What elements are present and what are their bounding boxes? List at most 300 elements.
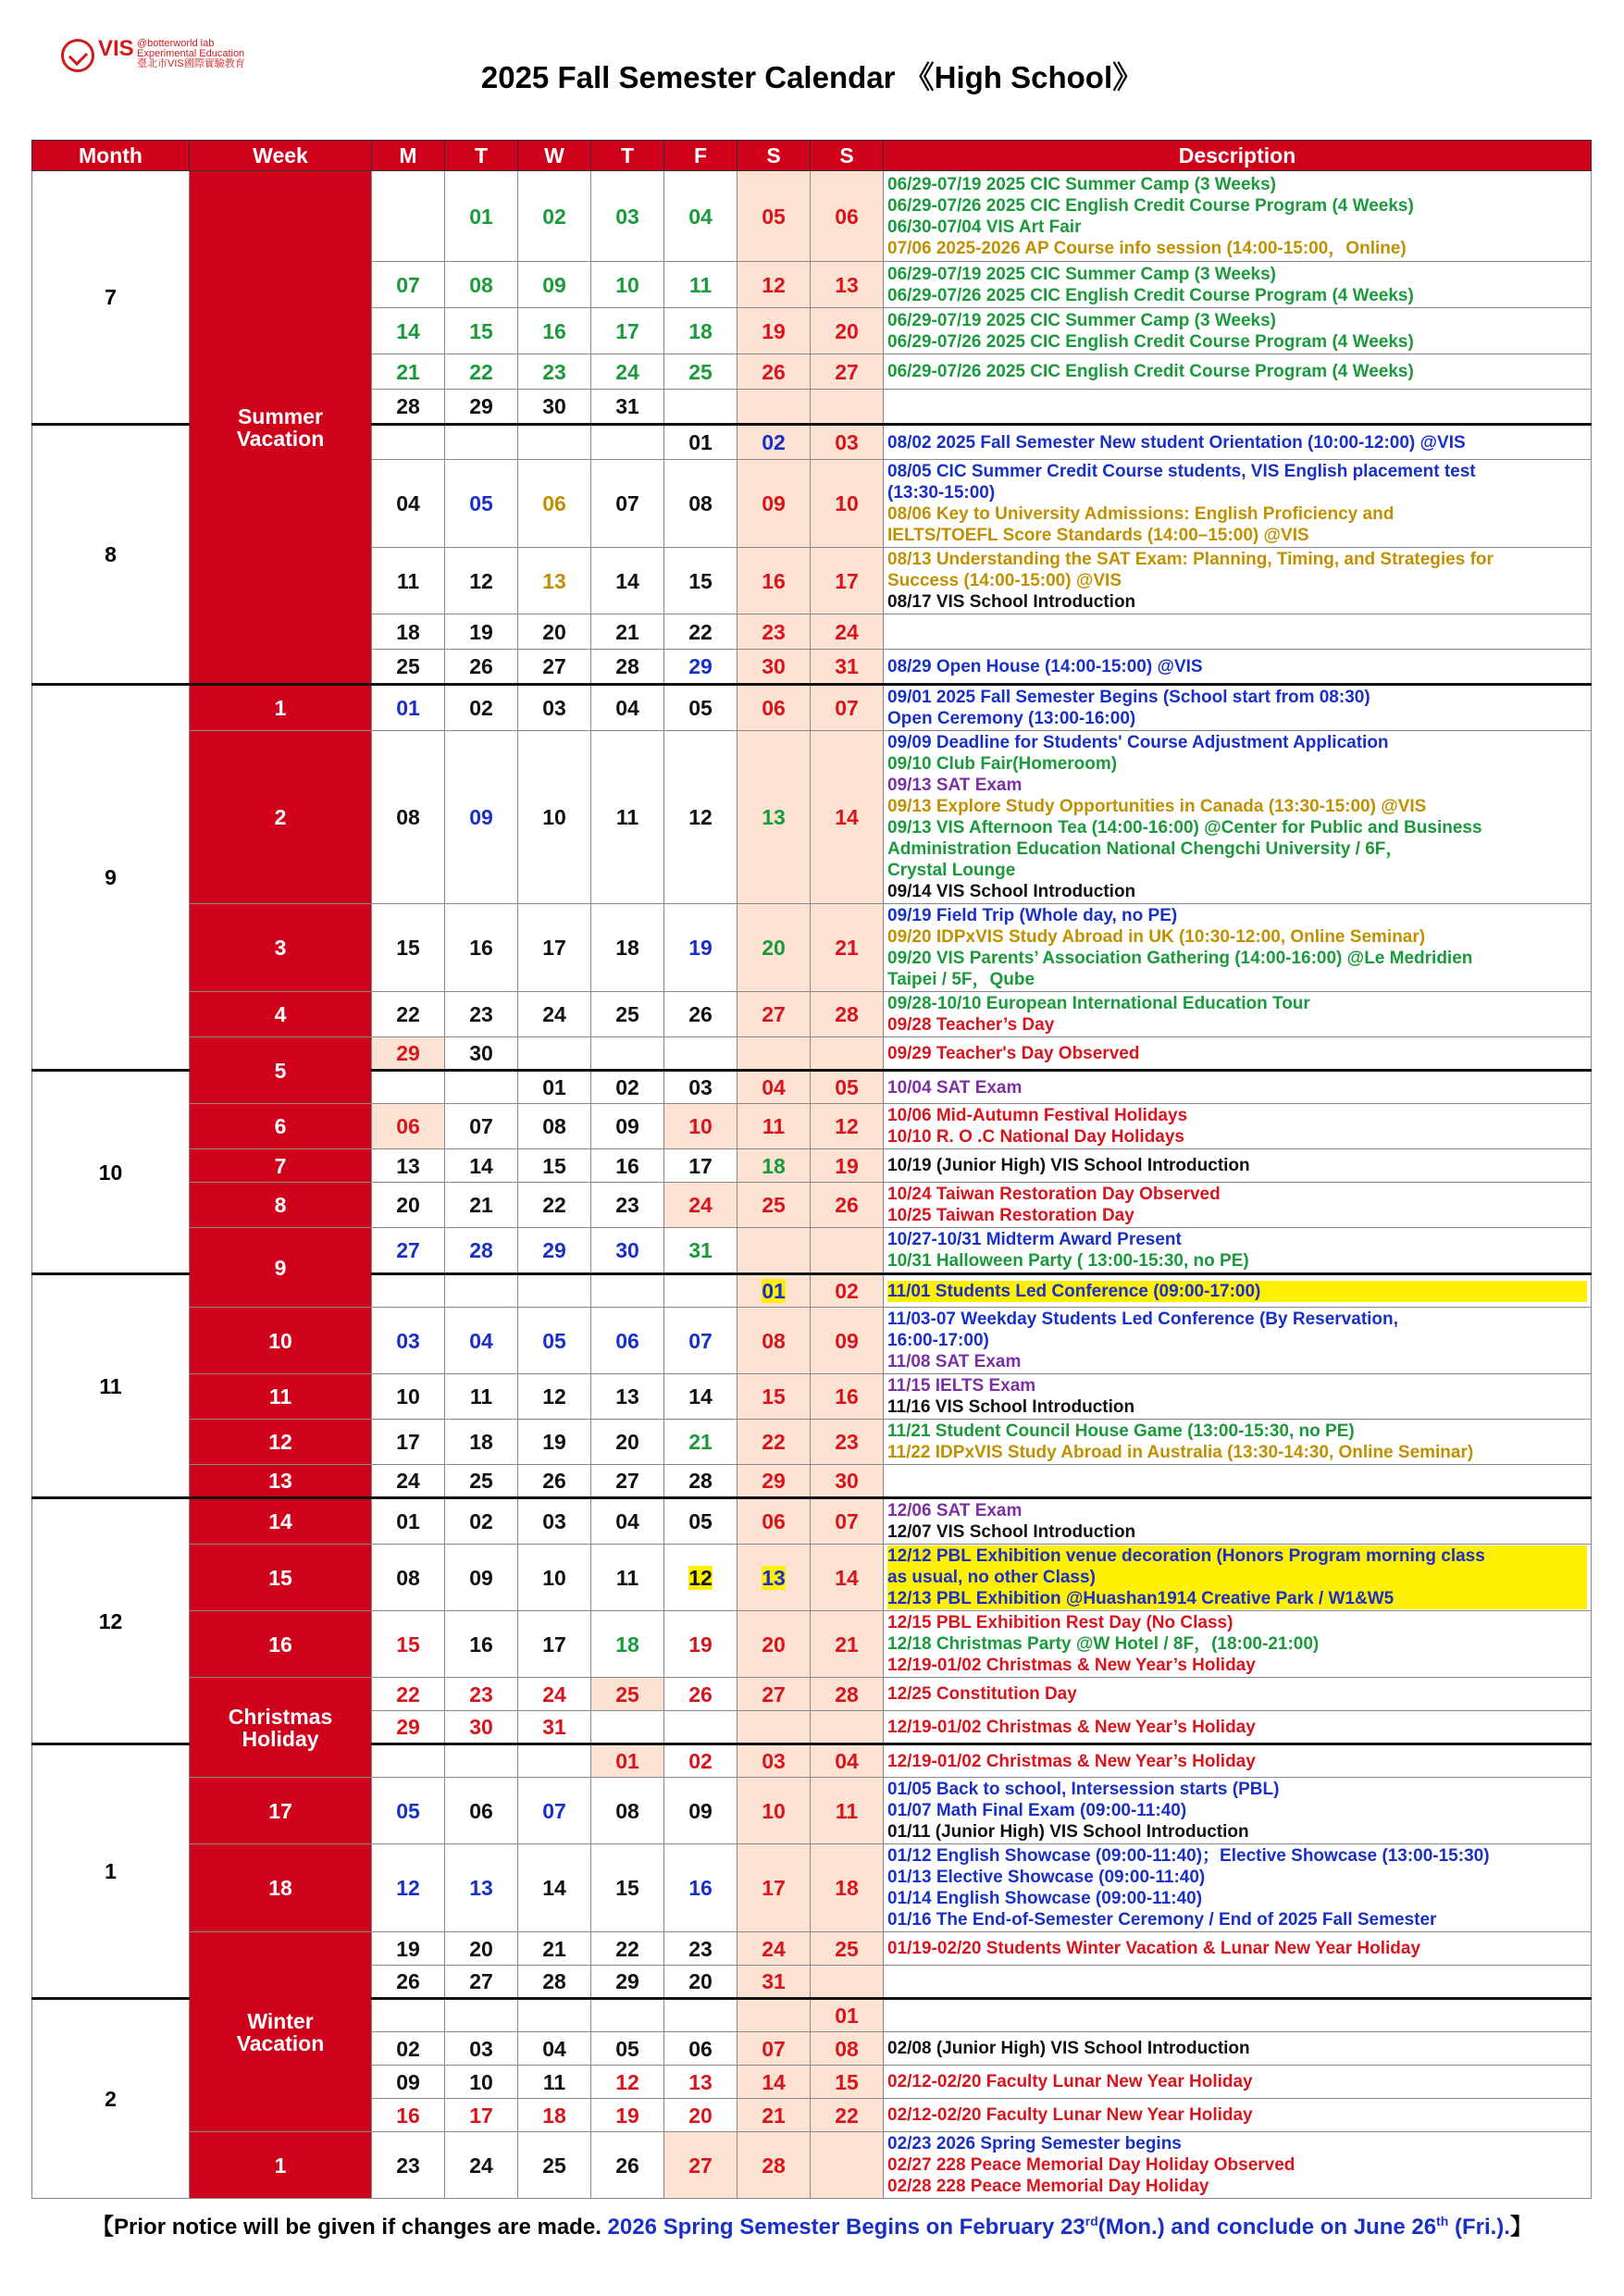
day-mon: 07	[372, 262, 445, 308]
description-cell	[884, 171, 1592, 262]
event-line: 12/15 PBL Exhibition Rest Day (No Class)	[887, 1613, 1233, 1632]
day-thu: 07	[591, 460, 664, 548]
description-cell	[884, 1611, 1592, 1678]
description-cell	[884, 1778, 1592, 1844]
day-sat: 14	[738, 2066, 811, 2099]
event-line: 11/21 Student Council House Game (13:00-15:30, no PE)	[887, 1421, 1355, 1441]
day-mon: 17	[372, 1420, 445, 1465]
calendar-row	[32, 992, 1592, 1037]
day-mon: 26	[372, 1966, 445, 1999]
calendar-row	[32, 1183, 1592, 1228]
description-cell	[884, 1678, 1592, 1711]
day-sun: 31	[811, 650, 884, 685]
event-line: Taipei / 5F，Qube	[887, 970, 1035, 989]
description-cell	[884, 1420, 1592, 1465]
day-sun: 10	[811, 460, 884, 548]
event-line: 06/30-07/04 VIS Art Fair	[887, 217, 1082, 237]
calendar-row	[32, 1498, 1592, 1545]
header-thu: T	[591, 141, 664, 171]
day-sat: 06	[738, 685, 811, 731]
week-number: 17	[190, 1778, 372, 1844]
day-fri: 04	[664, 171, 738, 262]
day-sun: 20	[811, 308, 884, 354]
day-fri: 26	[664, 992, 738, 1037]
day-thu: 02	[591, 1071, 664, 1104]
event-line: 16:00-17:00)	[887, 1331, 989, 1350]
day-sat: 05	[738, 171, 811, 262]
day-wed: 17	[518, 904, 591, 992]
day-fri: 29	[664, 650, 738, 685]
day-sun: 06	[811, 171, 884, 262]
day-fri: 15	[664, 548, 738, 614]
month-label: 2	[32, 1999, 190, 2199]
day-tue: 06	[445, 1778, 518, 1844]
day-sun: 30	[811, 1465, 884, 1498]
day-sat: 13	[738, 731, 811, 904]
day-tue: 19	[445, 614, 518, 650]
day-mon: 10	[372, 1374, 445, 1420]
week-number: 15	[190, 1545, 372, 1611]
day-sun	[811, 1711, 884, 1744]
day-sun: 01	[811, 1999, 884, 2032]
day-sat: 31	[738, 1966, 811, 1999]
description-cell	[884, 1966, 1592, 1999]
day-sun: 25	[811, 1932, 884, 1966]
day-tue: 12	[445, 548, 518, 614]
description-cell	[884, 650, 1592, 685]
day-mon: 01	[372, 1498, 445, 1545]
header-mon: M	[372, 141, 445, 171]
day-wed: 01	[518, 1071, 591, 1104]
day-sun: 24	[811, 614, 884, 650]
day-tue: 27	[445, 1966, 518, 1999]
day-mon: 27	[372, 1228, 445, 1274]
event-line: as usual, no other Class)	[887, 1567, 1587, 1588]
day-sat: 21	[738, 2099, 811, 2132]
day-fri	[664, 1999, 738, 2032]
day-sat: 29	[738, 1465, 811, 1498]
month-label: 9	[32, 685, 190, 1071]
event-line: 01/11 (Junior High) VIS School Introduction	[887, 1822, 1249, 1842]
calendar-row	[32, 1104, 1592, 1149]
day-wed: 18	[518, 2099, 591, 2132]
day-thu: 13	[591, 1374, 664, 1420]
day-fri: 08	[664, 460, 738, 548]
day-tue: 26	[445, 650, 518, 685]
description-cell	[884, 1374, 1592, 1420]
day-thu: 29	[591, 1966, 664, 1999]
event-line: 08/05 CIC Summer Credit Course students, VIS English placement test	[887, 462, 1476, 481]
day-fri: 02	[664, 1744, 738, 1778]
day-sat: 26	[738, 354, 811, 390]
day-sun: 12	[811, 1104, 884, 1149]
day-fri	[664, 1037, 738, 1071]
week-number: 6	[190, 1104, 372, 1149]
day-wed	[518, 1274, 591, 1308]
description-cell	[884, 904, 1592, 992]
calendar-row	[32, 904, 1592, 992]
event-line: 12/06 SAT Exam	[887, 1501, 1023, 1520]
day-fri: 05	[664, 1498, 738, 1545]
description-cell	[884, 1308, 1592, 1374]
header-row	[32, 141, 1592, 171]
month-label: 10	[32, 1071, 190, 1274]
event-line: 09/20 VIS Parents’ Association Gathering (14:00-16:00) @Le Medridien	[887, 949, 1473, 968]
event-line: 09/19 Field Trip (Whole day, no PE)	[887, 906, 1178, 925]
event-line: 08/29 Open House (14:00-15:00) @VIS	[887, 656, 1203, 676]
description-cell	[884, 354, 1592, 390]
day-sat: 03	[738, 1744, 811, 1778]
day-mon: 03	[372, 1308, 445, 1374]
calendar-row	[32, 1228, 1592, 1274]
day-sat	[738, 1037, 811, 1071]
calendar-row	[32, 1149, 1592, 1183]
calendar-row	[32, 731, 1592, 904]
day-sat: 20	[738, 904, 811, 992]
day-tue: 21	[445, 1183, 518, 1228]
day-thu: 16	[591, 1149, 664, 1183]
day-sat: 10	[738, 1778, 811, 1844]
event-line: 10/31 Halloween Party ( 13:00-15:30, no PE)	[887, 1251, 1249, 1271]
event-line: 02/12-02/20 Faculty Lunar New Year Holiday	[887, 2105, 1253, 2125]
week-number: 5	[190, 1037, 372, 1104]
event-line: 07/06 2025-2026 AP Course info session (14:00-15:00，Online)	[887, 238, 1407, 258]
calendar-row	[32, 1778, 1592, 1844]
event-line: 06/29-07/26 2025 CIC English Credit Course Program (4 Weeks)	[887, 195, 1414, 216]
day-fri	[664, 1711, 738, 1744]
day-sat: 06	[738, 1498, 811, 1545]
day-thu: 05	[591, 2032, 664, 2066]
day-thu: 23	[591, 1183, 664, 1228]
event-line: 02/12-02/20 Faculty Lunar New Year Holiday	[887, 2072, 1253, 2091]
header-tue: T	[445, 141, 518, 171]
day-wed: 27	[518, 650, 591, 685]
day-tue: 16	[445, 904, 518, 992]
day-sat: 25	[738, 1183, 811, 1228]
day-sat: 20	[738, 1611, 811, 1678]
event-line: 01/16 The End-of-Semester Ceremony / End of 2025 Fall Semester	[887, 1910, 1437, 1930]
day-sat: 22	[738, 1420, 811, 1465]
event-line: 11/16 VIS School Introduction	[887, 1397, 1135, 1417]
day-tue: 04	[445, 1308, 518, 1374]
description-cell	[884, 731, 1592, 904]
day-mon: 13	[372, 1149, 445, 1183]
day-tue: 29	[445, 390, 518, 425]
event-line: 09/13 VIS Afternoon Tea (14:00-16:00) @Center for Public and Business	[887, 818, 1482, 838]
event-line: 06/29-07/26 2025 CIC English Credit Course Program (4 Weeks)	[887, 331, 1414, 352]
day-sun: 26	[811, 1183, 884, 1228]
week-number: 12	[190, 1420, 372, 1465]
week-number: 4	[190, 992, 372, 1037]
day-sun: 03	[811, 425, 884, 460]
day-sun: 05	[811, 1071, 884, 1104]
day-sun: 11	[811, 1778, 884, 1844]
day-fri: 26	[664, 1678, 738, 1711]
day-wed: 03	[518, 685, 591, 731]
event-line: 09/01 2025 Fall Semester Begins (School start from 08:30)	[887, 688, 1370, 707]
day-fri	[664, 1545, 738, 1611]
day-wed: 03	[518, 1498, 591, 1545]
week-number: 11	[190, 1374, 372, 1420]
month-label: 1	[32, 1744, 190, 1999]
event-line: 09/13 Explore Study Opportunities in Canada (13:30-15:00) @VIS	[887, 797, 1427, 816]
description-cell	[884, 390, 1592, 425]
event-line: 09/14 VIS School Introduction	[887, 882, 1136, 901]
day-thu: 26	[591, 2132, 664, 2199]
description-cell	[884, 1932, 1592, 1966]
calendar-row	[32, 1932, 1592, 1966]
day-sat: 27	[738, 1678, 811, 1711]
day-tue: 24	[445, 2132, 518, 2199]
day-thu	[591, 1274, 664, 1308]
calendar-row	[32, 1420, 1592, 1465]
day-sun: 23	[811, 1420, 884, 1465]
day-thu: 19	[591, 2099, 664, 2132]
day-thu: 21	[591, 614, 664, 650]
day-fri: 07	[664, 1308, 738, 1374]
day-sun: 18	[811, 1844, 884, 1932]
day-sat: 27	[738, 992, 811, 1037]
calendar-row	[32, 1374, 1592, 1420]
day-fri: 20	[664, 1966, 738, 1999]
day-wed: 10	[518, 731, 591, 904]
event-line: 12/13 PBL Exhibition @Huashan1914 Creative Park / W1&W5	[887, 1588, 1587, 1609]
day-wed	[518, 1744, 591, 1778]
event-line: 09/13 SAT Exam	[887, 776, 1023, 795]
description-cell	[884, 1999, 1592, 2032]
day-fri	[664, 1274, 738, 1308]
day-mon: 12	[372, 1844, 445, 1932]
day-mon: 04	[372, 460, 445, 548]
day-fri: 24	[664, 1183, 738, 1228]
day-sun	[811, 1037, 884, 1071]
description-cell	[884, 2032, 1592, 2066]
day-fri: 14	[664, 1374, 738, 1420]
header-wed: W	[518, 141, 591, 171]
week-number: 14	[190, 1498, 372, 1545]
day-fri: 03	[664, 1071, 738, 1104]
header-sun: S	[811, 141, 884, 171]
day-tue: 17	[445, 2099, 518, 2132]
event-line: 12/07 VIS School Introduction	[887, 1522, 1136, 1542]
day-wed: 17	[518, 1611, 591, 1678]
description-cell	[884, 2132, 1592, 2199]
vacation-label: Summer Vacation	[190, 171, 372, 685]
day-sat: 17	[738, 1844, 811, 1932]
day-sun	[811, 2132, 884, 2199]
event-line: 02/28 228 Peace Memorial Day Holiday	[887, 2177, 1209, 2196]
day-tue: 28	[445, 1228, 518, 1274]
day-mon: 09	[372, 2066, 445, 2099]
day-wed: 19	[518, 1420, 591, 1465]
day-mon: 18	[372, 614, 445, 650]
day-sun: 08	[811, 2032, 884, 2066]
day-thu: 17	[591, 308, 664, 354]
day-tue: 14	[445, 1149, 518, 1183]
calendar-row	[32, 1465, 1592, 1498]
day-fri: 25	[664, 354, 738, 390]
month-label: 11	[32, 1274, 190, 1498]
event-line: 12/19-01/02 Christmas & New Year’s Holiday	[887, 1717, 1256, 1737]
day-wed: 10	[518, 1545, 591, 1611]
day-mon: 06	[372, 1104, 445, 1149]
calendar-row	[32, 685, 1592, 731]
day-wed: 15	[518, 1149, 591, 1183]
description-cell	[884, 1498, 1592, 1545]
day-wed: 06	[518, 460, 591, 548]
description-cell	[884, 548, 1592, 614]
page-title: 2025 Fall Semester Calendar 《High School》	[480, 60, 1144, 94]
day-wed: 24	[518, 1678, 591, 1711]
day-thu: 20	[591, 1420, 664, 1465]
day-fri: 31	[664, 1228, 738, 1274]
day-mon: 15	[372, 1611, 445, 1678]
day-wed: 22	[518, 1183, 591, 1228]
event-line: 02/08 (Junior High) VIS School Introduction	[887, 2039, 1250, 2058]
day-sat: 08	[738, 1308, 811, 1374]
day-thu: 11	[591, 1545, 664, 1611]
day-fri: 28	[664, 1465, 738, 1498]
day-tue	[445, 1999, 518, 2032]
day-fri: 09	[664, 1778, 738, 1844]
day-fri: 23	[664, 1932, 738, 1966]
event-line: 12/25 Constitution Day	[887, 1684, 1077, 1704]
day-thu: 15	[591, 1844, 664, 1932]
day-thu: 10	[591, 262, 664, 308]
day-mon	[372, 425, 445, 460]
day-fri: 16	[664, 1844, 738, 1932]
description-cell	[884, 1149, 1592, 1183]
day-thu: 06	[591, 1308, 664, 1374]
day-thu: 12	[591, 2066, 664, 2099]
day-fri: 10	[664, 1104, 738, 1149]
week-number: 9	[190, 1228, 372, 1308]
day-sun: 21	[811, 1611, 884, 1678]
day-fri: 19	[664, 1611, 738, 1678]
day-thu: 24	[591, 354, 664, 390]
event-line: 01/05 Back to school, Intersession starts (PBL)	[887, 1780, 1280, 1799]
day-sun	[811, 1966, 884, 1999]
event-line: 09/28-10/10 European International Education Tour	[887, 994, 1310, 1013]
day-wed: 31	[518, 1711, 591, 1744]
day-wed: 16	[518, 308, 591, 354]
day-tue: 07	[445, 1104, 518, 1149]
day-thu: 03	[591, 171, 664, 262]
day-mon: 25	[372, 650, 445, 685]
header-description: Description	[884, 141, 1592, 171]
description-cell	[884, 1844, 1592, 1932]
day-wed: 07	[518, 1778, 591, 1844]
day-wed: 14	[518, 1844, 591, 1932]
day-thu	[591, 1037, 664, 1071]
day-fri: 20	[664, 2099, 738, 2132]
highlighted-date: 13	[762, 1565, 786, 1590]
description-cell	[884, 1545, 1592, 1611]
day-sat: 11	[738, 1104, 811, 1149]
event-line: 09/28 Teacher’s Day	[887, 1015, 1055, 1035]
calendar-row	[32, 1037, 1592, 1071]
day-thu: 18	[591, 904, 664, 992]
day-tue: 23	[445, 1678, 518, 1711]
header-fri: F	[664, 141, 738, 171]
event-line: 06/29-07/19 2025 CIC Summer Camp (3 Weeks)	[887, 264, 1276, 284]
day-sat: 23	[738, 614, 811, 650]
day-fri: 12	[664, 731, 738, 904]
day-sun: 28	[811, 992, 884, 1037]
day-thu: 18	[591, 1611, 664, 1678]
day-mon: 01	[372, 685, 445, 731]
week-number: 18	[190, 1844, 372, 1932]
day-thu: 11	[591, 731, 664, 904]
day-fri: 17	[664, 1149, 738, 1183]
description-cell	[884, 614, 1592, 650]
day-sat: 18	[738, 1149, 811, 1183]
day-sun: 09	[811, 1308, 884, 1374]
event-line: 08/06 Key to University Admissions: English Proficiency and	[887, 504, 1395, 524]
week-number: 13	[190, 1465, 372, 1498]
month-label: 7	[32, 171, 190, 425]
event-line: 06/29-07/26 2025 CIC English Credit Course Program (4 Weeks)	[887, 362, 1414, 381]
day-sat: 16	[738, 548, 811, 614]
day-tue	[445, 425, 518, 460]
day-thu: 31	[591, 390, 664, 425]
day-mon: 29	[372, 1037, 445, 1071]
day-wed: 23	[518, 354, 591, 390]
day-fri: 21	[664, 1420, 738, 1465]
day-sun: 14	[811, 1545, 884, 1611]
day-tue: 30	[445, 1037, 518, 1071]
day-fri: 11	[664, 262, 738, 308]
event-line: 01/12 English Showcase (09:00-11:40)；Elective Showcase (13:00-15:30)	[887, 1846, 1490, 1866]
day-tue: 25	[445, 1465, 518, 1498]
day-fri	[664, 390, 738, 425]
vacation-label: Winter Vacation	[190, 1932, 372, 2132]
day-sat: 15	[738, 1374, 811, 1420]
day-mon: 14	[372, 308, 445, 354]
day-fri: 19	[664, 904, 738, 992]
day-sun: 21	[811, 904, 884, 992]
logo-subtext: @botterworld lab Experimental Education 臺北市VIS國際實驗教育	[137, 38, 245, 69]
event-line: Success (14:00-15:00) @VIS	[887, 571, 1122, 590]
day-sat: 30	[738, 650, 811, 685]
description-cell	[884, 992, 1592, 1037]
header-month: Month	[32, 141, 190, 171]
event-line: 01/19-02/20 Students Winter Vacation & Lunar New Year Holiday	[887, 1939, 1421, 1958]
day-fri: 06	[664, 2032, 738, 2066]
week-number: 3	[190, 904, 372, 992]
event-line: IELTS/TOEFL Score Standards (14:00–15:00) @VIS	[887, 526, 1309, 545]
day-tue: 22	[445, 354, 518, 390]
day-mon: 08	[372, 1545, 445, 1611]
event-line: Open Ceremony (13:00-16:00)	[887, 709, 1136, 728]
day-sun	[811, 1228, 884, 1274]
day-thu: 08	[591, 1778, 664, 1844]
day-sat	[738, 390, 811, 425]
day-wed: 25	[518, 2132, 591, 2199]
day-mon: 08	[372, 731, 445, 904]
day-thu	[591, 1999, 664, 2032]
event-line: Administration Education National Chengchi University / 6F，	[887, 839, 1404, 859]
day-fri: 01	[664, 425, 738, 460]
event-line: 10/04 SAT Exam	[887, 1077, 1023, 1098]
day-sun: 15	[811, 2066, 884, 2099]
week-number: 2	[190, 731, 372, 904]
day-sun: 02	[811, 1274, 884, 1308]
highlighted-date: 01	[762, 1279, 786, 1303]
event-line: 12/19-01/02 Christmas & New Year’s Holiday	[887, 1656, 1256, 1675]
event-line: 09/20 IDPxVIS Study Abroad in UK (10:30-12:00, Online Seminar)	[887, 927, 1426, 947]
day-mon: 28	[372, 390, 445, 425]
